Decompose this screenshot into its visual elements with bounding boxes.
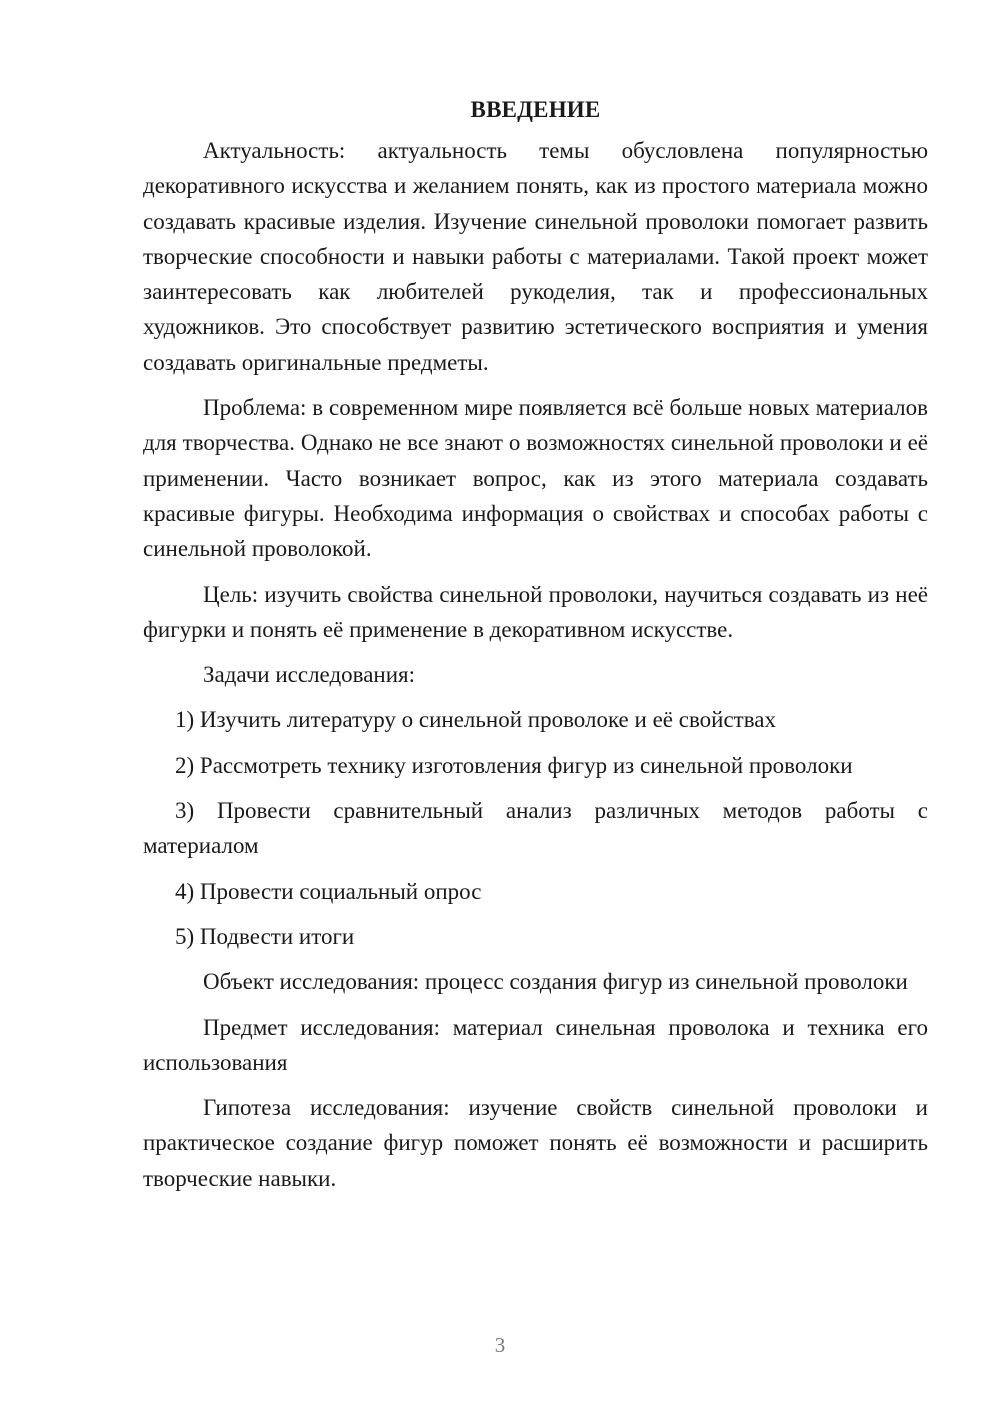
task-item-4: 4) Провести социальный опрос [175, 878, 482, 904]
document-page [143, 92, 928, 1206]
tasks-heading: Задачи исследования: [203, 662, 416, 688]
paragraph-object: Объект исследования: процесс создания фигур из синельной проволоки [203, 969, 908, 995]
task-item-1: 1) Изучить литературу о синельной проволоке и её свойствах [175, 707, 776, 733]
paragraph-hypothesis: Гипотеза исследования: изучение свойств синельной проволоки и практическое создание фигур поможет понять её возможности и расширить творческие навыки. [143, 1095, 928, 1191]
task-item-3: 3) Провести сравнительный анализ различных методов работы с материалом [143, 798, 928, 859]
page-number: 3 [494, 1333, 506, 1357]
paragraph-goal: Цель: изучить свойства синельной проволоки, научиться создавать из неё фигурки и понять её применение в декоративном искусстве. [143, 581, 928, 642]
section-title: ВВЕДЕНИЕ [470, 97, 601, 122]
paragraph-problem: Проблема: в современном мире появляется всё больше новых материалов для творчества. Однако не все знают о возможностях синельной проволоки и её применении. Часто возникает вопрос, как из этого материала создавать красивые фигуры. Необходима информация о свойствах и способах работы с синельной проволокой. [143, 395, 928, 562]
task-item-5: 5) Подвести итоги [175, 923, 355, 949]
task-item-2: 2) Рассмотреть технику изготовления фигур из синельной проволоки [175, 752, 853, 778]
paragraph-subject: Предмет исследования: материал синельная проволока и техника его использования [143, 1014, 928, 1075]
paragraph-relevance: Актуальность: актуальность темы обусловлена популярностью декоративного искусства и желанием понять, как из простого материала можно создавать красивые изделия. Изучение синельной проволоки помогает развить творческие способности и навыки работы с материалами. Такой проект может заинтересовать как любителей рукоделия, так и профессиональных художников. Это способствует развитию эстетического восприятия и умения создавать оригинальные предметы. [143, 138, 928, 375]
